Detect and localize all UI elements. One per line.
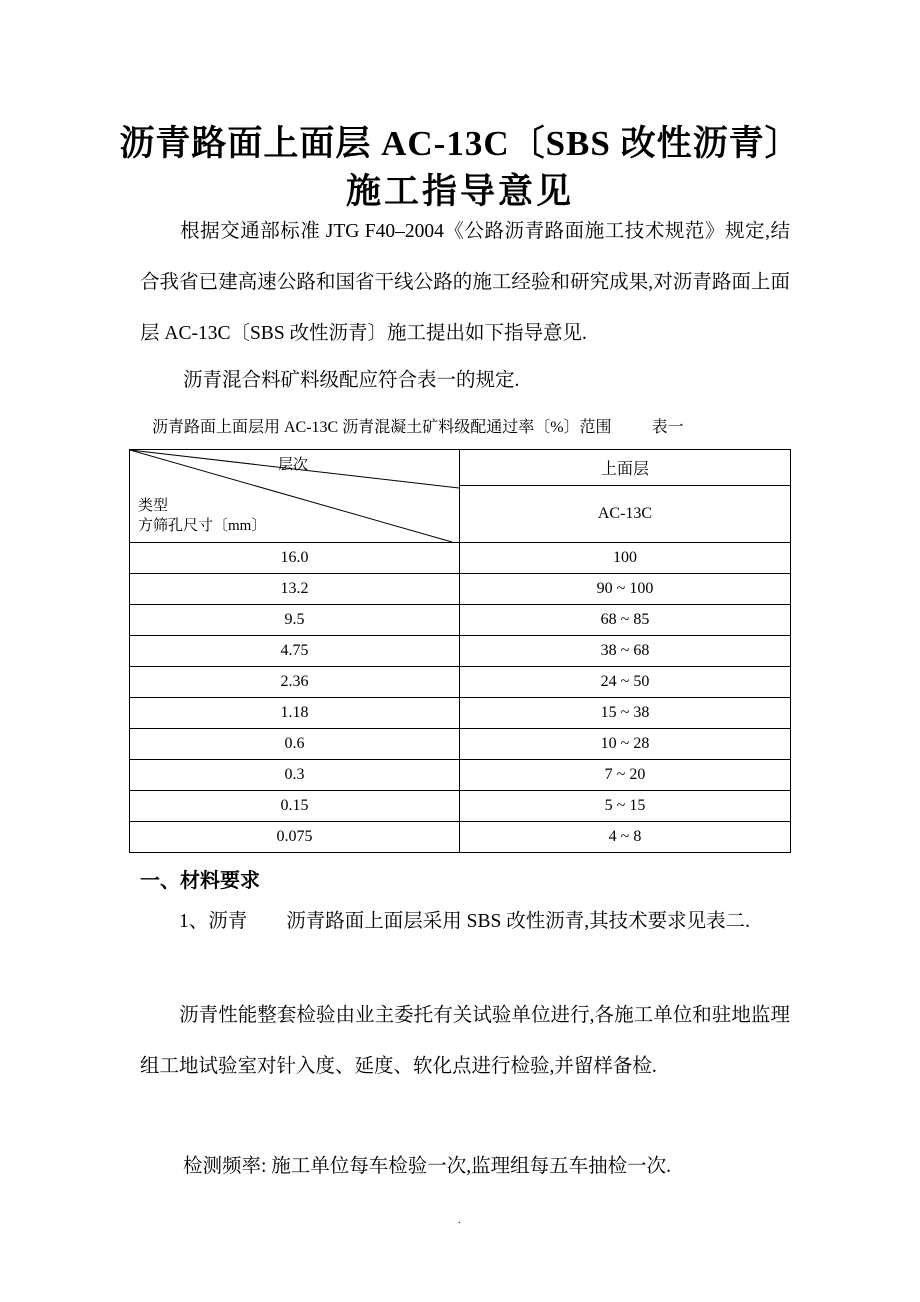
diagonal-header-cell — [130, 450, 460, 543]
table-row — [130, 698, 791, 729]
table-row — [130, 791, 791, 822]
table-row — [130, 574, 791, 605]
range-cell: 15 ~ 38 — [460, 698, 791, 729]
table-caption-text: 沥青路面上面层用 AC-13C 沥青混凝土矿料级配通过率〔%〕范围 — [152, 419, 612, 436]
range-cell: 4 ~ 8 — [460, 822, 791, 853]
sieve-cell: 4.75 — [130, 636, 460, 667]
footer-mark: . — [458, 1215, 461, 1226]
header-layer-value: 上面层 — [460, 450, 791, 486]
table-row — [130, 822, 791, 853]
table-tag: 表一 — [651, 419, 684, 436]
table-row — [130, 760, 791, 791]
range-cell: 24 ~ 50 — [460, 667, 791, 698]
header-type-block — [138, 496, 266, 536]
sieve-cell: 2.36 — [130, 667, 460, 698]
table-row — [130, 729, 791, 760]
sieve-cell: 0.15 — [130, 791, 460, 822]
range-cell: 5 ~ 15 — [460, 791, 791, 822]
range-cell: 90 ~ 100 — [460, 574, 791, 605]
range-cell: 68 ~ 85 — [460, 605, 791, 636]
sieve-cell: 0.075 — [130, 822, 460, 853]
sieve-cell: 0.3 — [130, 760, 460, 791]
range-cell: 38 ~ 68 — [460, 636, 791, 667]
document-title-line1: 沥青路面上面层 AC-13C〔SBS 改性沥青〕 — [119, 124, 801, 163]
header-type-value: AC-13C — [460, 486, 791, 543]
gradation-table — [129, 449, 791, 853]
intro-gradation-note: 沥青混合料矿料级配应符合表一的规定. — [183, 370, 520, 391]
range-cell: 100 — [460, 543, 791, 574]
document-title-line2: 施工指导意见 — [345, 172, 574, 211]
range-cell: 7 ~ 20 — [460, 760, 791, 791]
section-heading-materials: 一、材料要求 — [140, 868, 260, 892]
asphalt-requirement-paragraph: 1、沥青 沥青路面上面层采用 SBS 改性沥青,其技术要求见表二. — [140, 911, 750, 932]
header-layer-label: 层次 — [278, 457, 309, 473]
range-cell: 10 ~ 28 — [460, 729, 791, 760]
table-row — [130, 605, 791, 636]
table-row — [130, 667, 791, 698]
test-frequency-line: 检测频率: 施工单位每车检验一次,监理组每五车抽检一次. — [183, 1156, 672, 1177]
asphalt-testing-paragraph: 沥青性能整套检验由业主委托有关试验单位进行,各施工单位和驻地监理组工地试验室对针入度、延度、软化点进行检验,并留样备检. — [140, 1005, 790, 1077]
sieve-cell: 9.5 — [130, 605, 460, 636]
sieve-cell: 13.2 — [130, 574, 460, 605]
header-sieve-label: 方筛孔尺寸〔mm〕 — [138, 518, 267, 534]
sieve-cell: 1.18 — [130, 698, 460, 729]
table-row — [130, 636, 791, 667]
sieve-cell: 16.0 — [130, 543, 460, 574]
header-type-label: 类型 — [138, 498, 169, 514]
sieve-cell: 0.6 — [130, 729, 460, 760]
table-caption — [152, 414, 684, 437]
table-row — [130, 543, 791, 574]
intro-paragraph: 根据交通部标准 JTG F40–2004《公路沥青路面施工技术规范》规定,结合我省已建高速公路和国省干线公路的施工经验和研究成果,对沥青路面上面层 AC-13C〔SBS 改性沥青〕施工提出如下指导意见. — [140, 221, 790, 344]
